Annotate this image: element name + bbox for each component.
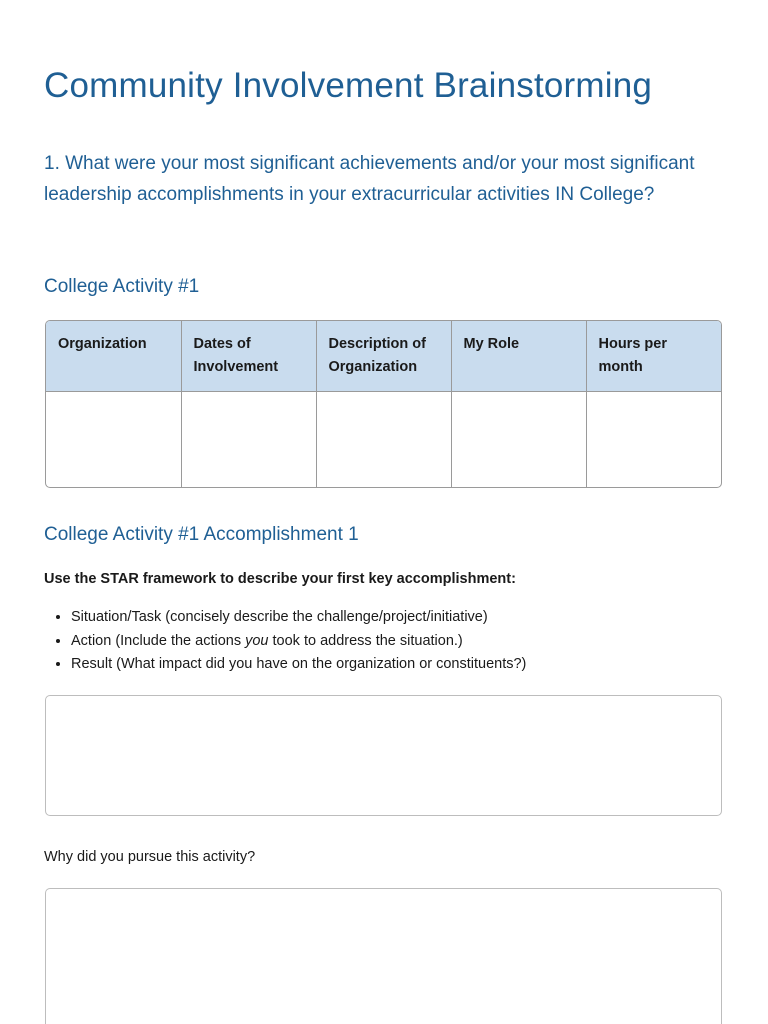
list-item-action: • Action (Include the actions you took to address the situation.) — [71, 630, 526, 654]
col-role: My Role — [451, 321, 586, 392]
table-cell-organization[interactable] — [46, 392, 181, 489]
table-row — [46, 392, 721, 489]
accomplishment-heading: College Activity #1 Accomplishment 1 — [44, 524, 359, 545]
table-header-row — [46, 321, 721, 392]
col-organization: Organization — [46, 321, 181, 392]
star-instruction: Use the STAR framework to describe your first key accomplishment: — [44, 571, 516, 587]
col-dates: Dates of Involvement — [181, 321, 316, 392]
star-list — [44, 606, 526, 677]
question-text: 1. What were your most significant achievements and/or your most significant leadership accomplishments in your extracurricular activities IN College? — [44, 153, 695, 205]
activity-table — [45, 320, 722, 488]
col-description: Description of Organization — [316, 321, 451, 392]
why-prompt: Why did you pursue this activity? — [44, 849, 256, 865]
why-answer-box[interactable] — [45, 888, 722, 1024]
activity-heading: College Activity #1 — [44, 276, 200, 297]
table-cell-description[interactable] — [316, 392, 451, 489]
page-title: Community Involvement Brainstorming — [44, 66, 653, 105]
list-item-result: • Result (What impact did you have on the organization or constituents?) — [71, 653, 526, 677]
table-cell-hours[interactable] — [586, 392, 721, 489]
list-item-situation: • Situation/Task (concisely describe the challenge/project/initiative) — [71, 606, 526, 630]
table-cell-role[interactable] — [451, 392, 586, 489]
table-cell-dates[interactable] — [181, 392, 316, 489]
accomplishment-answer-box[interactable] — [45, 695, 722, 816]
col-hours: Hours per month — [586, 321, 721, 392]
